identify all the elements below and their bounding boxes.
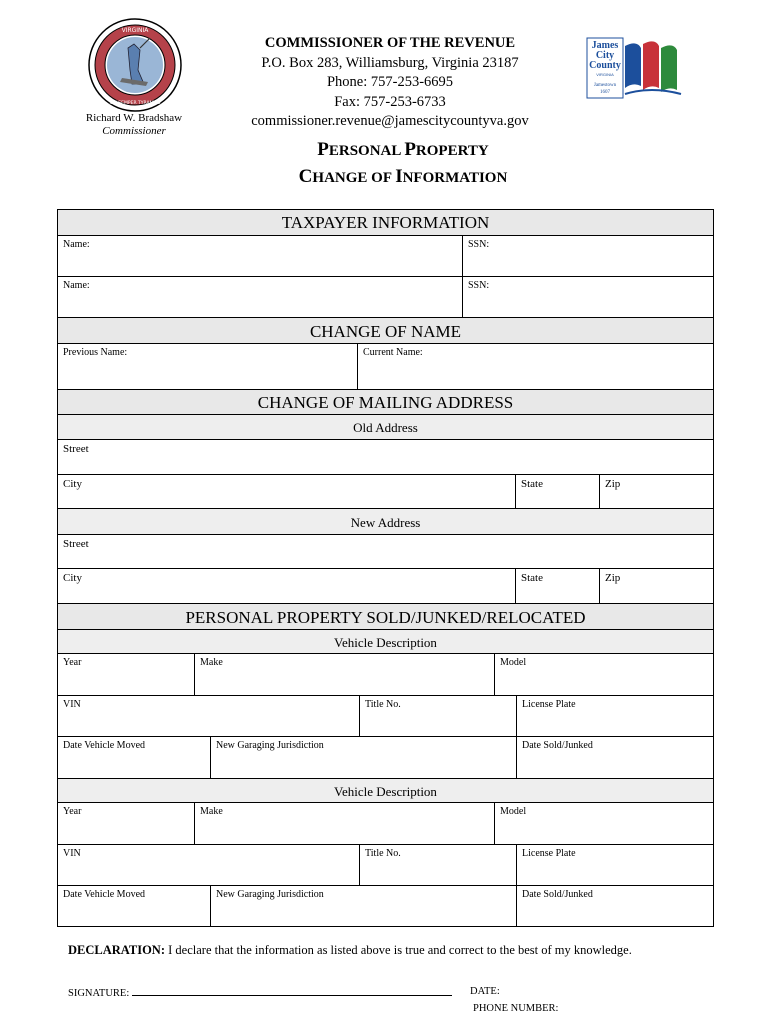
model-label: Model [500, 806, 527, 817]
vehicle-1-vin-field[interactable] [58, 696, 359, 737]
office-email: commissioner.revenue@jamescitycountyva.gov [251, 113, 529, 129]
phone-number-label: PHONE NUMBER: [473, 1003, 559, 1014]
logo-line-4: VIRGINIA [596, 72, 614, 77]
title-initial: I [395, 166, 403, 187]
name-label: Name: [63, 280, 90, 291]
vehicle-2-year-field[interactable] [58, 803, 194, 845]
name-label: Name: [63, 239, 90, 250]
garaging-label: New Garaging Jurisdiction [216, 889, 324, 900]
vehicle-2-make-field[interactable] [194, 803, 494, 845]
vehicle-2-date-moved-field[interactable] [58, 886, 210, 927]
date-label: DATE: [470, 986, 500, 997]
taxpayer-name-field-2[interactable] [58, 277, 462, 318]
license-plate-label: License Plate [522, 699, 576, 710]
office-header [210, 34, 570, 132]
ssn-label: SSN: [468, 239, 490, 250]
title-text: ROPERTY [415, 143, 489, 159]
vehicle-2-row-1 [58, 802, 713, 845]
commissioner-title: Commissioner [102, 125, 166, 137]
date-sold-label: Date Sold/Junked [522, 889, 593, 900]
city-label: City [63, 478, 82, 490]
title-initial: C [298, 166, 313, 187]
vehicle-1-row-2 [58, 695, 713, 737]
title-initial: P [317, 139, 329, 160]
vehicle-2-title-field[interactable] [359, 845, 516, 886]
street-label: Street [63, 443, 89, 455]
signature-field[interactable] [68, 986, 452, 999]
garaging-label: New Garaging Jurisdiction [216, 740, 324, 751]
old-city-row [58, 474, 713, 509]
city-label: City [63, 572, 82, 584]
year-label: Year [63, 806, 82, 817]
section-taxpayer-information: TAXPAYER INFORMATION [58, 210, 713, 236]
declaration-label: DECLARATION: [68, 943, 165, 957]
declaration [68, 943, 632, 958]
date-moved-label: Date Vehicle Moved [63, 740, 146, 751]
signature-label: SIGNATURE: [68, 988, 130, 999]
vehicle-1-model-field[interactable] [494, 654, 713, 696]
taxpayer-row-2 [58, 276, 713, 318]
old-street-row [58, 439, 713, 475]
taxpayer-ssn-field-2[interactable] [462, 277, 713, 318]
vehicle-2-row-3 [58, 885, 713, 927]
vehicle-1-garaging-field[interactable] [210, 737, 516, 779]
current-name-field[interactable] [357, 344, 713, 390]
vehicle-2-row-2 [58, 844, 713, 886]
old-zip-field[interactable] [599, 475, 713, 509]
old-state-field[interactable] [515, 475, 599, 509]
commissioner-name: Richard W. Bradshaw [85, 112, 183, 124]
new-zip-field[interactable] [599, 569, 713, 604]
change-of-information-form [57, 209, 714, 927]
make-label: Make [200, 657, 223, 668]
logo-line-3: County [589, 60, 621, 71]
old-city-field[interactable] [58, 475, 515, 509]
vehicle-1-date-moved-field[interactable] [58, 737, 210, 779]
vehicle-2-date-sold-field[interactable] [516, 886, 713, 927]
vehicle-2-plate-field[interactable] [516, 845, 713, 886]
declaration-text: I declare that the information as listed above is true and correct to the best of my knowledge. [165, 943, 632, 957]
vin-label: VIN [63, 699, 81, 710]
previous-name-field[interactable] [58, 344, 357, 390]
title-initial: P [404, 139, 416, 160]
vehicle-1-make-field[interactable] [194, 654, 494, 696]
subsection-vehicle-description-1: Vehicle Description [58, 629, 713, 654]
zip-label: Zip [605, 478, 621, 490]
logo-line-1: James [591, 40, 619, 51]
vehicle-1-date-sold-field[interactable] [516, 737, 713, 779]
new-city-field[interactable] [58, 569, 515, 604]
signature-line[interactable] [132, 986, 452, 996]
zip-label: Zip [605, 572, 621, 584]
logo-line-2: City [595, 50, 615, 61]
taxpayer-row-1 [58, 235, 713, 277]
section-change-of-mailing-address: CHANGE OF MAILING ADDRESS [58, 389, 713, 415]
vehicle-1-title-field[interactable] [359, 696, 516, 737]
title-text: NFORMATION [402, 170, 508, 186]
vehicle-2-model-field[interactable] [494, 803, 713, 845]
old-street-field[interactable] [58, 440, 713, 475]
office-address: P.O. Box 283, Williamsburg, Virginia 23187 [261, 54, 519, 71]
date-moved-label: Date Vehicle Moved [63, 889, 146, 900]
current-name-label: Current Name: [363, 347, 423, 358]
title-text: ERSONAL [328, 143, 405, 159]
office-fax: Fax: 757-253-6733 [334, 93, 446, 110]
title-no-label: Title No. [365, 848, 401, 859]
title-text: HANGE OF [312, 170, 396, 186]
new-street-field[interactable] [58, 535, 713, 569]
logo-line-6: 1607 [600, 90, 610, 95]
seal-bottom-text: SIC SEMPER TYRANNIS [109, 101, 161, 106]
state-label: State [521, 478, 543, 490]
phone-number-field[interactable] [473, 1003, 558, 1014]
subsection-vehicle-description-2: Vehicle Description [58, 778, 713, 803]
vehicle-1-row-3 [58, 736, 713, 779]
license-plate-label: License Plate [522, 848, 576, 859]
vehicle-1-year-field[interactable] [58, 654, 194, 696]
office-title: COMMISSIONER OF THE REVENUE [264, 35, 516, 51]
change-name-row [58, 343, 713, 390]
form-title [210, 137, 596, 191]
previous-name-label: Previous Name: [63, 347, 128, 358]
office-phone: Phone: 757-253-6695 [326, 74, 454, 90]
street-label: Street [63, 538, 89, 550]
taxpayer-name-field-1[interactable] [58, 236, 462, 277]
title-no-label: Title No. [365, 699, 401, 710]
section-personal-property: PERSONAL PROPERTY SOLD/JUNKED/RELOCATED [58, 603, 713, 630]
new-city-row [58, 568, 713, 604]
model-label: Model [500, 657, 527, 668]
vin-label: VIN [63, 848, 81, 859]
date-sold-label: Date Sold/Junked [522, 740, 593, 751]
vehicle-2-vin-field[interactable] [58, 845, 359, 886]
taxpayer-ssn-field-1[interactable] [462, 236, 713, 277]
vehicle-2-garaging-field[interactable] [210, 886, 516, 927]
virginia-seal [88, 18, 182, 112]
vehicle-1-plate-field[interactable] [516, 696, 713, 737]
seal-top-text: VIRGINIA [121, 27, 149, 34]
subsection-old-address: Old Address [58, 414, 713, 440]
date-field[interactable] [470, 986, 500, 997]
new-street-row [58, 534, 713, 569]
vehicle-1-row-1 [58, 653, 713, 696]
james-city-county-logo [585, 36, 685, 104]
state-label: State [521, 572, 543, 584]
ssn-label: SSN: [468, 280, 490, 291]
make-label: Make [200, 806, 223, 817]
year-label: Year [63, 657, 82, 668]
logo-line-5: Jamestown [593, 83, 617, 88]
new-state-field[interactable] [515, 569, 599, 604]
subsection-new-address: New Address [58, 508, 713, 535]
section-change-of-name: CHANGE OF NAME [58, 317, 713, 344]
